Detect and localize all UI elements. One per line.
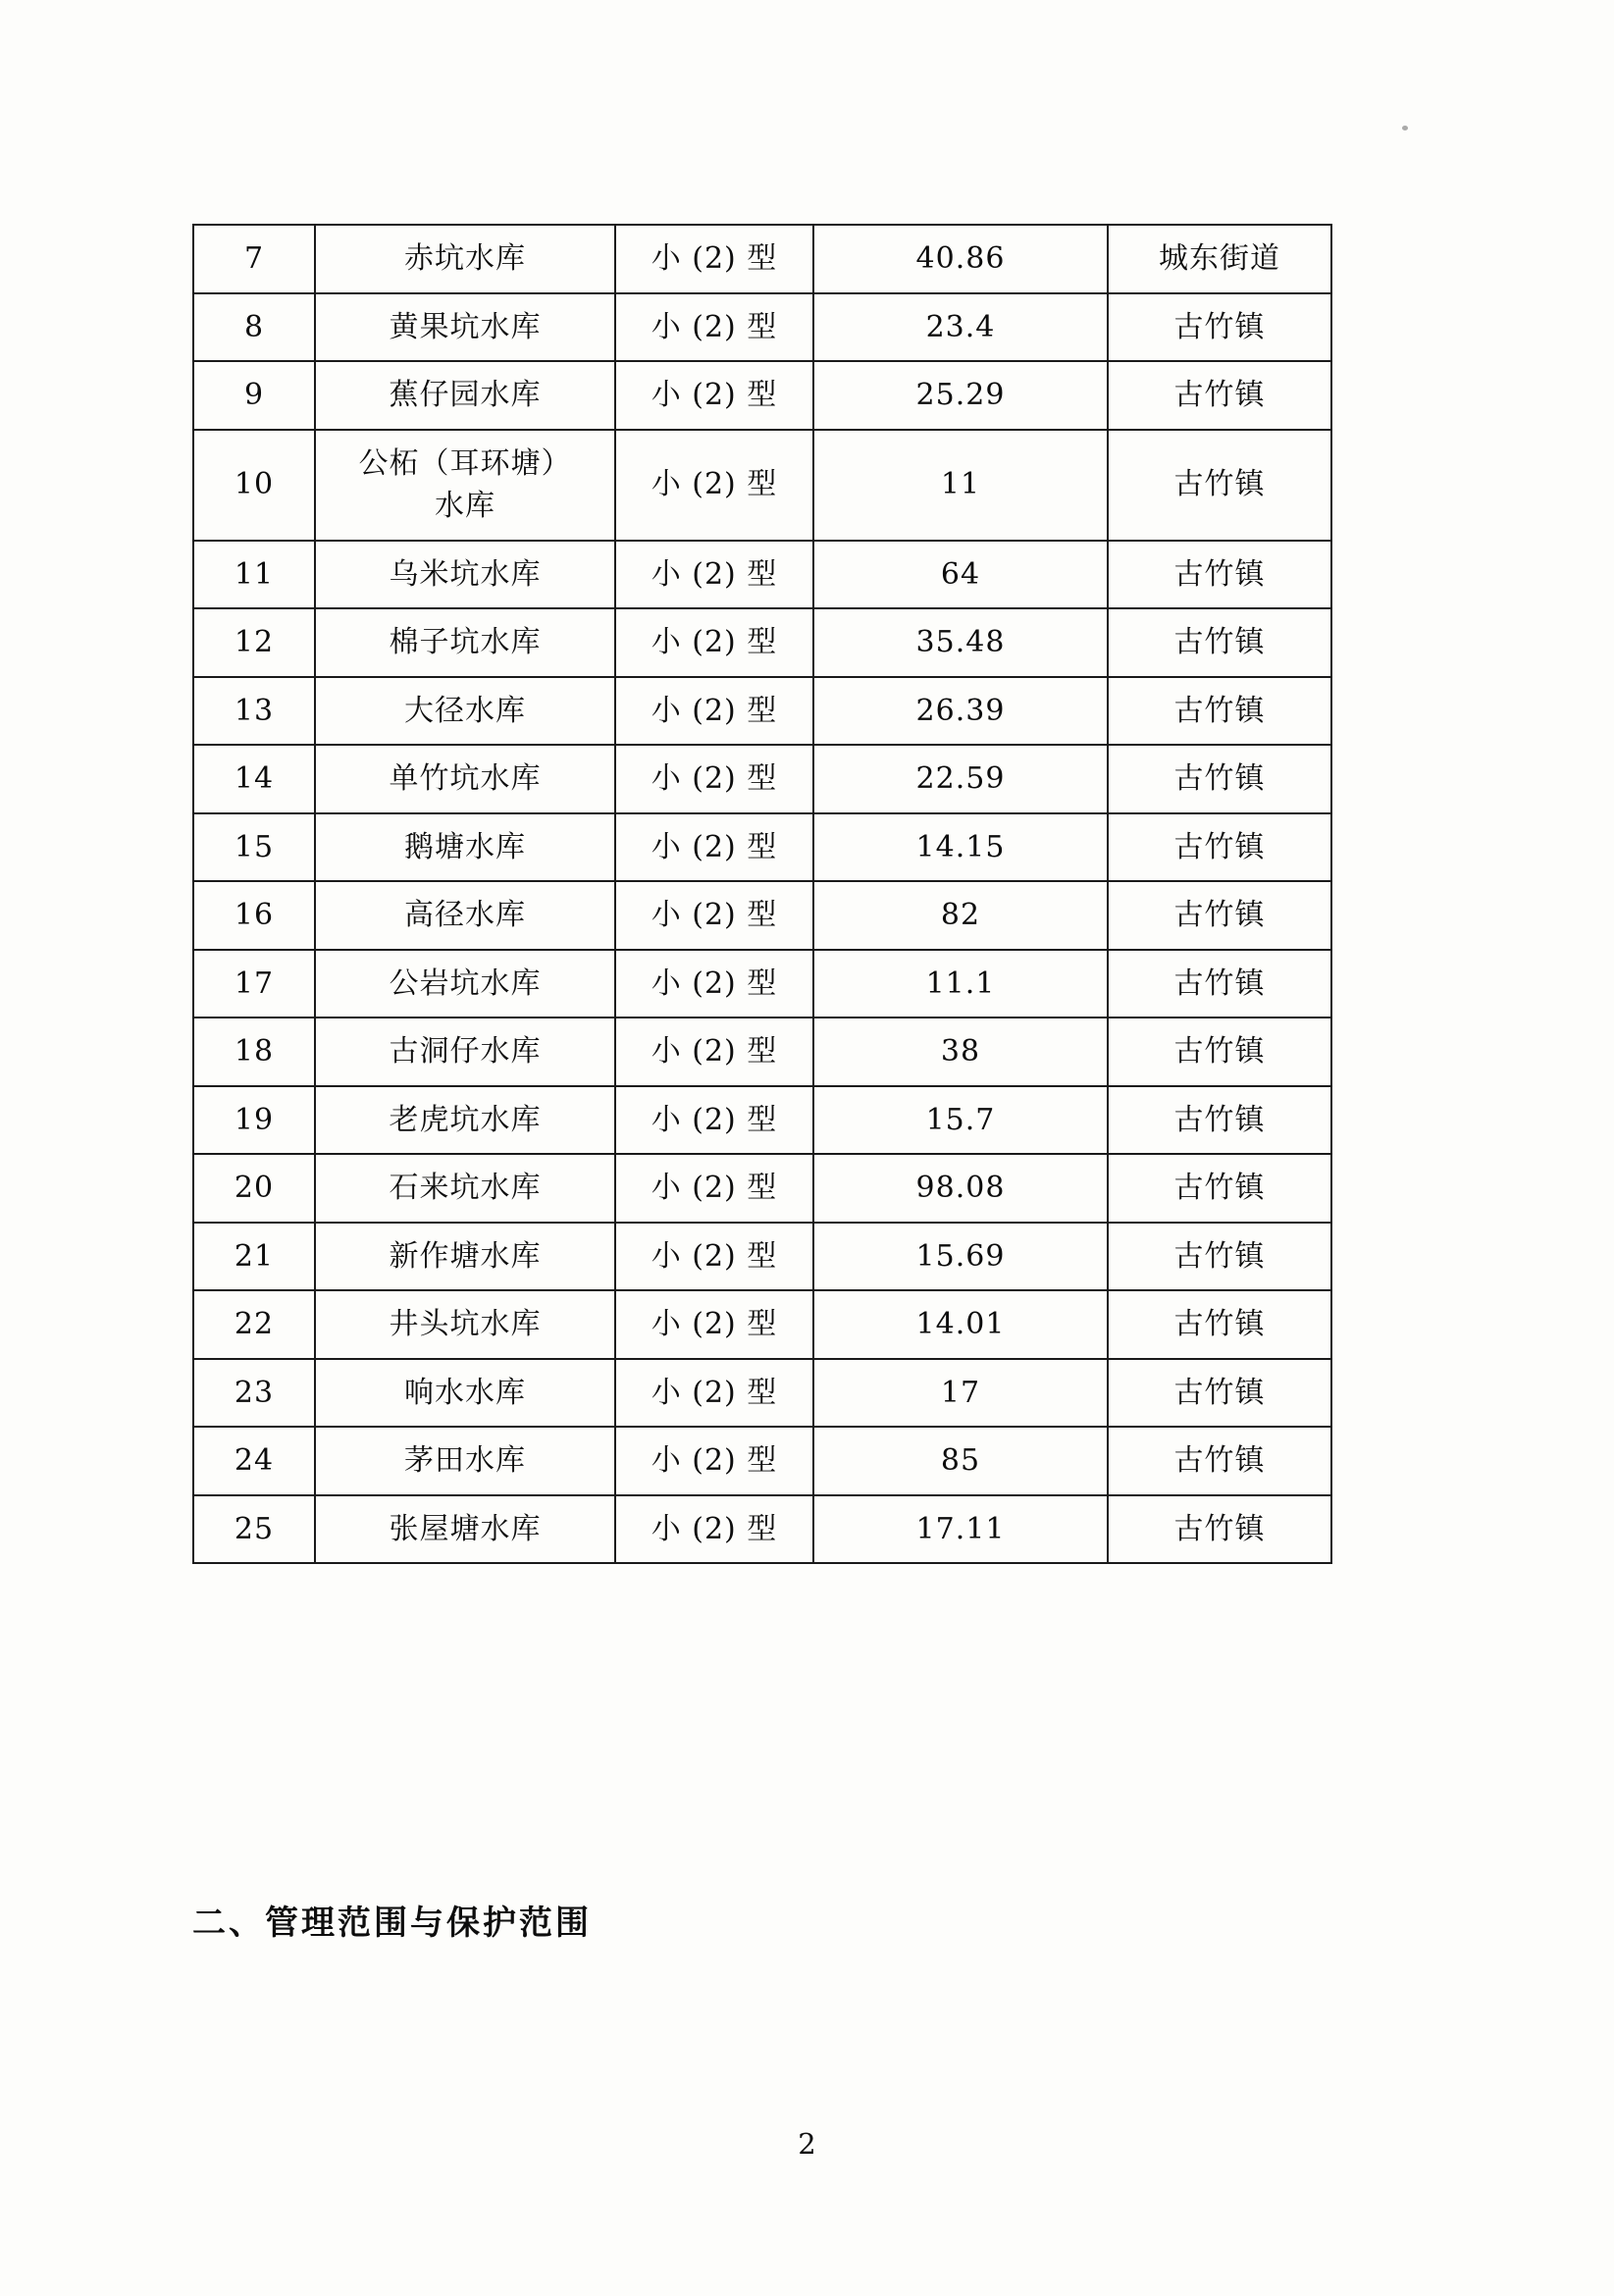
cell-name: 大径水库 xyxy=(315,677,615,746)
cell-type: 小 (2) 型 xyxy=(615,1427,813,1495)
table-row xyxy=(193,677,1331,746)
cell-town: 古竹镇 xyxy=(1108,1359,1331,1428)
cell-type: 小 (2) 型 xyxy=(615,1290,813,1359)
cell-capacity: 26.39 xyxy=(813,677,1108,746)
cell-name: 单竹坑水库 xyxy=(315,745,615,813)
cell-town: 古竹镇 xyxy=(1108,881,1331,950)
cell-town: 古竹镇 xyxy=(1108,1290,1331,1359)
cell-town: 古竹镇 xyxy=(1108,677,1331,746)
section-heading: 二、管理范围与保护范围 xyxy=(192,1904,592,1943)
cell-type: 小 (2) 型 xyxy=(615,881,813,950)
cell-name: 古洞仔水库 xyxy=(315,1018,615,1086)
cell-no: 23 xyxy=(193,1359,315,1428)
table-row xyxy=(193,1290,1331,1359)
table-row xyxy=(193,1427,1331,1495)
cell-no: 22 xyxy=(193,1290,315,1359)
cell-capacity: 82 xyxy=(813,881,1108,950)
table-row xyxy=(193,1018,1331,1086)
cell-capacity: 98.08 xyxy=(813,1154,1108,1223)
cell-town: 古竹镇 xyxy=(1108,813,1331,882)
cell-no: 11 xyxy=(193,541,315,609)
table-row xyxy=(193,1086,1331,1155)
cell-name: 公柘（耳环塘） 水库 xyxy=(315,430,615,541)
cell-town: 古竹镇 xyxy=(1108,541,1331,609)
cell-capacity: 11 xyxy=(813,430,1108,541)
table-row xyxy=(193,361,1331,430)
cell-type: 小 (2) 型 xyxy=(615,1495,813,1564)
reservoir-table xyxy=(192,224,1332,1564)
page-number: 2 xyxy=(798,2127,816,2161)
cell-capacity: 15.69 xyxy=(813,1223,1108,1291)
table-row xyxy=(193,225,1331,293)
cell-town: 古竹镇 xyxy=(1108,745,1331,813)
cell-type: 小 (2) 型 xyxy=(615,361,813,430)
cell-no: 13 xyxy=(193,677,315,746)
cell-name: 石来坑水库 xyxy=(315,1154,615,1223)
table-row xyxy=(193,813,1331,882)
cell-type: 小 (2) 型 xyxy=(615,293,813,362)
cell-name: 蕉仔园水库 xyxy=(315,361,615,430)
cell-no: 25 xyxy=(193,1495,315,1564)
cell-type: 小 (2) 型 xyxy=(615,1359,813,1428)
cell-type: 小 (2) 型 xyxy=(615,1223,813,1291)
cell-type: 小 (2) 型 xyxy=(615,1154,813,1223)
cell-type: 小 (2) 型 xyxy=(615,813,813,882)
cell-name: 张屋塘水库 xyxy=(315,1495,615,1564)
table-row xyxy=(193,608,1331,677)
cell-no: 20 xyxy=(193,1154,315,1223)
table-row xyxy=(193,541,1331,609)
cell-capacity: 64 xyxy=(813,541,1108,609)
cell-name: 茅田水库 xyxy=(315,1427,615,1495)
cell-no: 21 xyxy=(193,1223,315,1291)
cell-town: 古竹镇 xyxy=(1108,1154,1331,1223)
cell-capacity: 23.4 xyxy=(813,293,1108,362)
cell-capacity: 14.01 xyxy=(813,1290,1108,1359)
cell-capacity: 35.48 xyxy=(813,608,1108,677)
cell-town: 古竹镇 xyxy=(1108,1223,1331,1291)
cell-town: 古竹镇 xyxy=(1108,1495,1331,1564)
cell-no: 19 xyxy=(193,1086,315,1155)
table-row xyxy=(193,430,1331,541)
cell-name: 赤坑水库 xyxy=(315,225,615,293)
cell-type: 小 (2) 型 xyxy=(615,430,813,541)
cell-town: 古竹镇 xyxy=(1108,361,1331,430)
cell-capacity: 38 xyxy=(813,1018,1108,1086)
cell-capacity: 40.86 xyxy=(813,225,1108,293)
cell-no: 8 xyxy=(193,293,315,362)
cell-town: 古竹镇 xyxy=(1108,1018,1331,1086)
cell-type: 小 (2) 型 xyxy=(615,745,813,813)
cell-type: 小 (2) 型 xyxy=(615,950,813,1018)
cell-town: 古竹镇 xyxy=(1108,293,1331,362)
cell-town: 古竹镇 xyxy=(1108,430,1331,541)
cell-name: 响水水库 xyxy=(315,1359,615,1428)
cell-name: 老虎坑水库 xyxy=(315,1086,615,1155)
table-row xyxy=(193,1495,1331,1564)
table-row xyxy=(193,293,1331,362)
cell-name: 高径水库 xyxy=(315,881,615,950)
table-row xyxy=(193,745,1331,813)
cell-capacity: 15.7 xyxy=(813,1086,1108,1155)
cell-capacity: 22.59 xyxy=(813,745,1108,813)
cell-name: 乌米坑水库 xyxy=(315,541,615,609)
cell-no: 24 xyxy=(193,1427,315,1495)
cell-capacity: 25.29 xyxy=(813,361,1108,430)
cell-type: 小 (2) 型 xyxy=(615,1086,813,1155)
reservoir-table-body xyxy=(193,225,1331,1563)
cell-name: 新作塘水库 xyxy=(315,1223,615,1291)
cell-town: 古竹镇 xyxy=(1108,950,1331,1018)
cell-name: 鹅塘水库 xyxy=(315,813,615,882)
cell-capacity: 17 xyxy=(813,1359,1108,1428)
cell-no: 9 xyxy=(193,361,315,430)
cell-name: 井头坑水库 xyxy=(315,1290,615,1359)
cell-no: 10 xyxy=(193,430,315,541)
cell-town: 城东街道 xyxy=(1108,225,1331,293)
table-row xyxy=(193,881,1331,950)
cell-no: 17 xyxy=(193,950,315,1018)
cell-no: 18 xyxy=(193,1018,315,1086)
cell-name: 黄果坑水库 xyxy=(315,293,615,362)
cell-type: 小 (2) 型 xyxy=(615,1018,813,1086)
cell-town: 古竹镇 xyxy=(1108,608,1331,677)
scan-speck xyxy=(1402,126,1408,130)
cell-type: 小 (2) 型 xyxy=(615,541,813,609)
table-row xyxy=(193,1223,1331,1291)
table-row xyxy=(193,950,1331,1018)
cell-capacity: 11.1 xyxy=(813,950,1108,1018)
cell-capacity: 14.15 xyxy=(813,813,1108,882)
table-row xyxy=(193,1359,1331,1428)
cell-name: 公岩坑水库 xyxy=(315,950,615,1018)
cell-no: 12 xyxy=(193,608,315,677)
cell-type: 小 (2) 型 xyxy=(615,677,813,746)
cell-no: 7 xyxy=(193,225,315,293)
cell-type: 小 (2) 型 xyxy=(615,225,813,293)
cell-type: 小 (2) 型 xyxy=(615,608,813,677)
cell-town: 古竹镇 xyxy=(1108,1427,1331,1495)
cell-capacity: 85 xyxy=(813,1427,1108,1495)
cell-capacity: 17.11 xyxy=(813,1495,1108,1564)
table-row xyxy=(193,1154,1331,1223)
cell-no: 15 xyxy=(193,813,315,882)
cell-town: 古竹镇 xyxy=(1108,1086,1331,1155)
cell-no: 16 xyxy=(193,881,315,950)
cell-no: 14 xyxy=(193,745,315,813)
cell-name: 棉子坑水库 xyxy=(315,608,615,677)
